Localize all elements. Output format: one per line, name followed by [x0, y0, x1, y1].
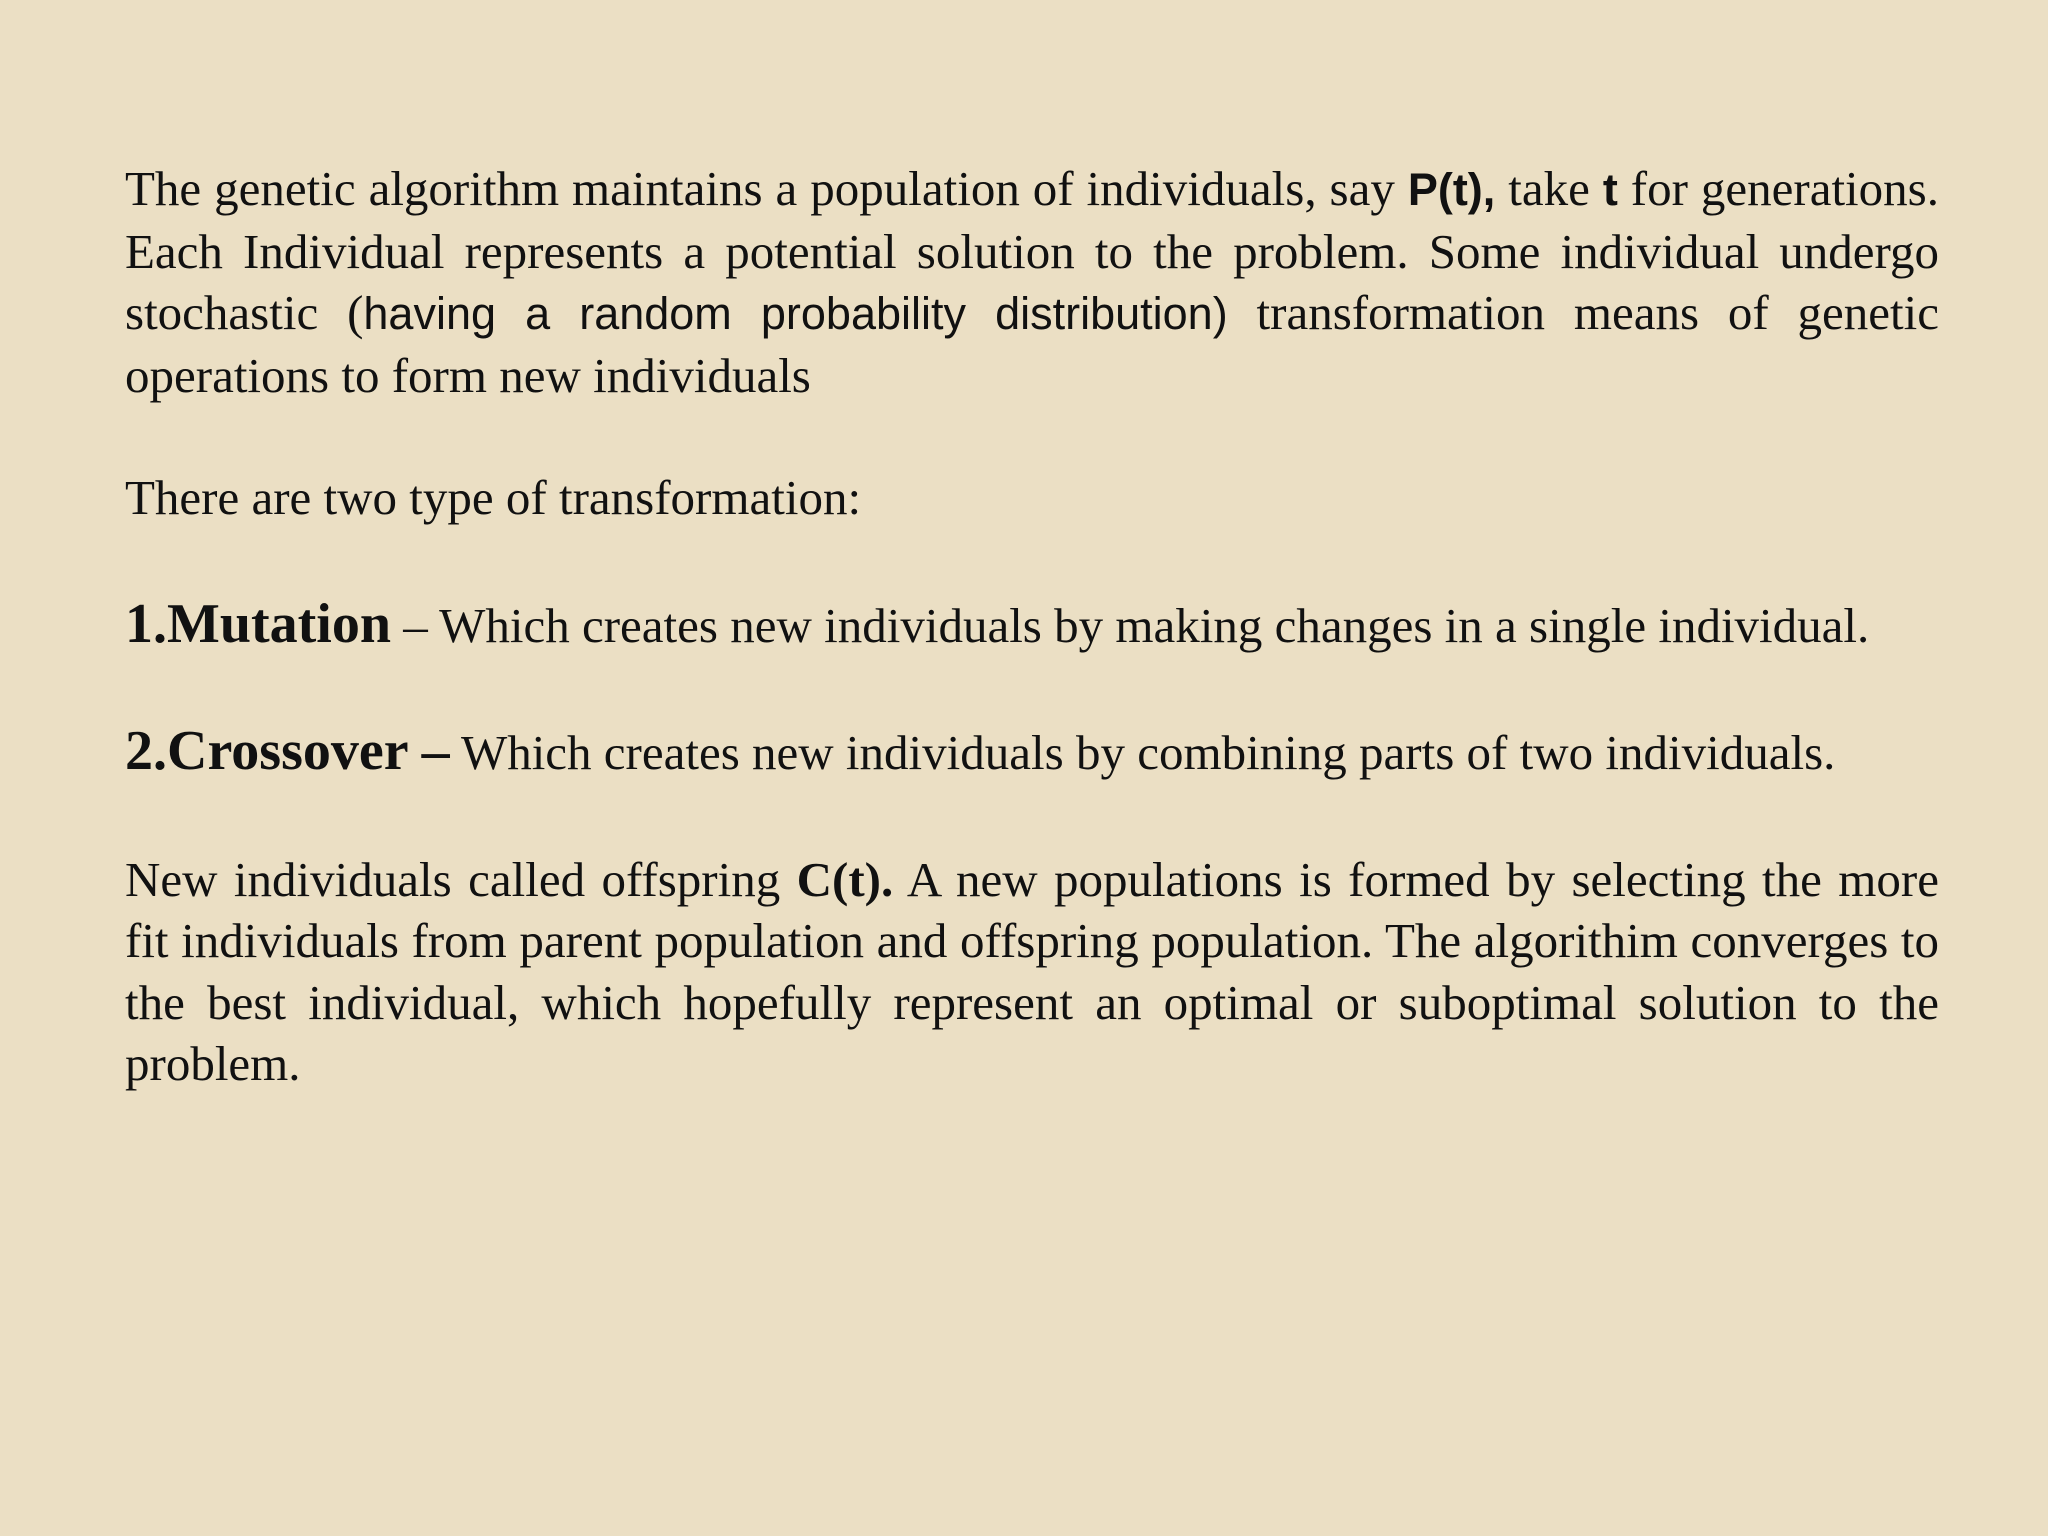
spacer	[125, 784, 1939, 849]
offspring-paragraph	[125, 849, 1939, 1095]
crossover-paragraph	[125, 721, 1939, 784]
transformation-types-heading: There are two type of transformation:	[125, 470, 862, 525]
intro-text-4: transformation means of genetic operations to form new individuals	[125, 285, 1940, 403]
spacer	[125, 529, 1939, 594]
offspring-text-1: New individuals called offspring	[125, 851, 797, 907]
spacer	[125, 406, 1939, 467]
intro-text-2: take	[1495, 161, 1603, 216]
mutation-term: 1.Mutation	[125, 592, 391, 655]
mutation-description: – Which creates new individuals by making changes in a single individual.	[391, 597, 1870, 653]
offspring-text-2: A new populations is formed by selecting the more fit individuals from parent population and offspring population. The algorithim converges to the best individual, which hopefully represent an optimal or suboptimal solution to the problem.	[125, 851, 1939, 1091]
mutation-paragraph	[125, 594, 1939, 657]
stochastic-definition: having a random probability distribution)	[363, 288, 1228, 339]
spacer	[125, 656, 1939, 721]
crossover-term: 2.Crossover –	[125, 720, 450, 782]
offspring-symbol: C(t).	[796, 851, 894, 907]
crossover-description: Which creates new individuals by combining parts of two individuals.	[449, 725, 1836, 780]
intro-text-1: The genetic algorithm maintains a population of individuals, say	[125, 161, 1408, 216]
intro-text-3: for generations. Each Individual represents a potential solution to the problem. Some individual undergo stochastic (	[125, 161, 1939, 340]
population-symbol: P(t),	[1407, 164, 1496, 215]
slide-content	[125, 158, 1939, 1095]
intro-paragraph	[125, 158, 1939, 406]
generation-symbol: t	[1602, 164, 1618, 215]
